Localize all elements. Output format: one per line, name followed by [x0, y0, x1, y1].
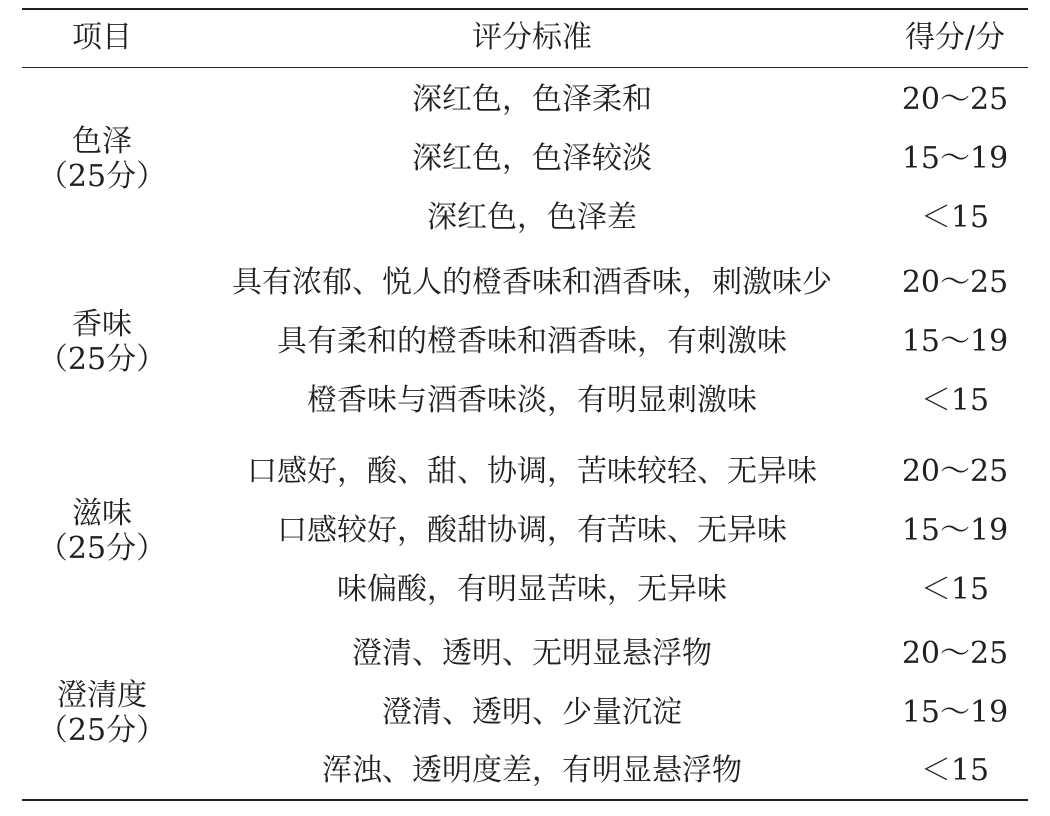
header-score: 得分/分 [904, 20, 1006, 55]
group-label [22, 124, 182, 194]
table-row [182, 312, 1028, 371]
group-points: （25分） [37, 531, 167, 566]
table-bottom-rule [22, 799, 1028, 801]
table-row [182, 70, 1028, 129]
table-row [182, 371, 1028, 430]
score-cell: ＜15 [920, 753, 990, 788]
scoring-table [22, 8, 1028, 802]
table-row [182, 741, 1028, 800]
score-cell: 15～19 [901, 324, 1009, 359]
group-taste [22, 440, 1028, 622]
criteria-cell: 具有柔和的橙香味和酒香味，有刺激味 [277, 324, 787, 359]
score-cell: 20～25 [901, 82, 1009, 117]
group-label [22, 307, 182, 377]
group-clarity [22, 624, 1028, 802]
score-cell: ＜15 [920, 200, 990, 235]
group-points: （25分） [37, 342, 167, 377]
table-row [182, 442, 1028, 501]
criteria-cell: 口感好，酸、甜、协调，苦味较轻、无异味 [247, 454, 817, 489]
group-name: 澄清度 [57, 678, 147, 713]
criteria-cell: 澄清、透明、无明显悬浮物 [352, 636, 712, 671]
group-label [22, 496, 182, 566]
score-cell: ＜15 [920, 383, 990, 418]
header-criteria: 评分标准 [472, 20, 592, 55]
group-points: （25分） [37, 159, 167, 194]
table-row [182, 253, 1028, 312]
header-item: 项目 [72, 20, 132, 55]
group-label [22, 678, 182, 748]
table-row [182, 624, 1028, 683]
criteria-cell: 具有浓郁、悦人的橙香味和酒香味，刺激味少 [232, 265, 832, 300]
group-name: 滋味 [72, 496, 132, 531]
criteria-cell: 深红色，色泽柔和 [412, 82, 652, 117]
group-name: 香味 [72, 307, 132, 342]
score-cell: 15～19 [901, 695, 1009, 730]
table-row [182, 188, 1028, 247]
score-cell: ＜15 [920, 572, 990, 607]
criteria-cell: 澄清、透明、少量沉淀 [382, 695, 682, 730]
table-row [182, 560, 1028, 619]
group-color [22, 68, 1028, 250]
table-row [182, 501, 1028, 560]
table-row [182, 683, 1028, 742]
criteria-cell: 口感较好，酸甜协调，有苦味、无异味 [277, 513, 787, 548]
score-cell: 20～25 [901, 265, 1009, 300]
score-cell: 20～25 [901, 454, 1009, 489]
score-cell: 15～19 [901, 513, 1009, 548]
criteria-cell: 橙香味与酒香味淡，有明显刺激味 [307, 383, 757, 418]
group-name: 色泽 [72, 124, 132, 159]
criteria-cell: 味偏酸，有明显苦味，无异味 [337, 572, 727, 607]
group-points: （25分） [37, 713, 167, 748]
score-cell: 20～25 [901, 636, 1009, 671]
score-cell: 15～19 [901, 141, 1009, 176]
group-aroma [22, 251, 1028, 433]
criteria-cell: 深红色，色泽较淡 [412, 141, 652, 176]
criteria-cell: 浑浊、透明度差，有明显悬浮物 [322, 753, 742, 788]
criteria-cell: 深红色，色泽差 [427, 200, 637, 235]
table-row [182, 129, 1028, 188]
